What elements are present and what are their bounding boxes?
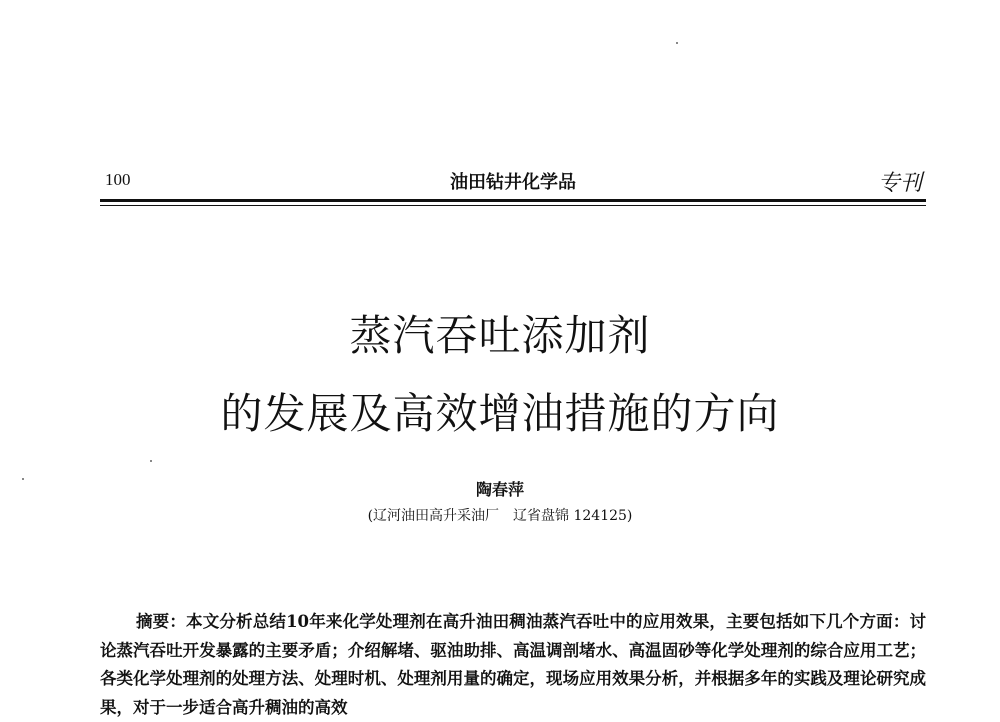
- abstract-text: 本文分析总结10年来化学处理剂在高升油田稠油蒸汽吞吐中的应用效果，主要包括如下几个方面：讨论蒸汽吞吐开发暴露的主要矛盾；介绍解堵、驱油助排、高温调剖堵水、高温固砂等化学处理剂的综合应用工艺；各类化学处理剂的处理方法、处理时机、处理剂用量的确定，现场应用效果分析，并根据多年的实践及理论研究成果，对于一步适合高升稠油的高效: [100, 612, 927, 717]
- author-name: 陶春萍: [475, 480, 524, 499]
- scan-speck: [676, 42, 678, 44]
- page-number: 100: [105, 170, 131, 189]
- running-header: [100, 166, 926, 196]
- scan-speck: [150, 460, 152, 462]
- header-rule-thick: [100, 199, 926, 202]
- journal-name: 油田钻井化学品: [450, 172, 576, 193]
- header-rule-thin: [100, 205, 926, 206]
- author-affiliation: (辽河油田高升采油厂 辽省盘锦 124125): [367, 508, 633, 524]
- abstract-label: 摘要：: [136, 612, 187, 631]
- article-title-line2: 的发展及高效增油措施的方向: [220, 389, 780, 438]
- abstract-paragraph: [100, 608, 926, 722]
- issue-label: 专刊: [877, 171, 922, 196]
- article-title-line1: 蒸汽吞吐添加剂: [349, 311, 651, 360]
